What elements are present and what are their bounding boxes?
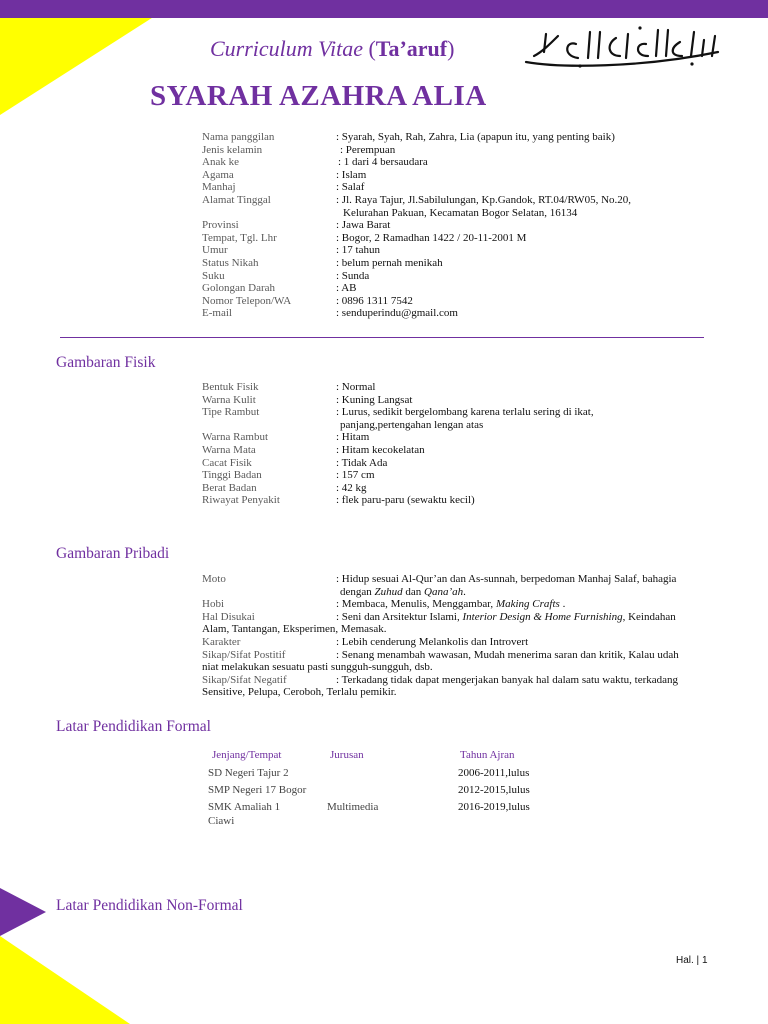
hobi-line: Hobi : Membaca, Menulis, Menggambar, Making Crafts . xyxy=(202,598,566,611)
sifat-negatif-line-2: Sensitive, Pelupa, Ceroboh, Terlalu pemikir. xyxy=(202,686,397,699)
hal-disukai-line-2: Alam, Tantangan, Eksperimen, Memasak. xyxy=(202,623,387,636)
karakter-line: Karakter : Lebih cenderung Melankolis dan Introvert xyxy=(202,635,529,648)
edu-place: SMK Amaliah 1 xyxy=(208,801,281,813)
hal-disukai-line: Hal Disukai : Seni dan Arsitektur Islami, Interior Design & Home Furnishing, Keindahan xyxy=(202,610,676,623)
edu-year: 2006-2011,lulus xyxy=(458,767,530,779)
section-heading-pribadi: Gambaran Pribadi xyxy=(56,545,170,562)
sifat-positif-line: Sikap/Sifat Postitif : Senang menambah wawasan, Mudah menerima saran dan kritik, Kalau udah xyxy=(202,648,679,661)
page-number: Hal. | 1 xyxy=(676,955,708,966)
moto-line-2: dengan Zuhud dan Qana’ah. xyxy=(340,585,466,598)
yellow-bottom-triangle xyxy=(0,936,130,1024)
section-heading-nonformal: Latar Pendidikan Non-Formal xyxy=(56,897,243,914)
col-header-major: Jurusan xyxy=(330,749,364,761)
section-divider xyxy=(60,337,704,338)
cv-title: Curriculum Vitae (Ta’aruf) xyxy=(210,36,455,61)
edu-place: SD Negeri Tajur 2 xyxy=(208,767,289,779)
col-header-year: Tahun Ajran xyxy=(460,749,515,761)
edu-place-line-2: Ciawi xyxy=(208,815,235,827)
sifat-negatif-line: Sikap/Sifat Negatif : Terkadang tidak dapat mengerjakan banyak hal dalam satu waktu, terkadang xyxy=(202,673,679,686)
purple-side-triangle xyxy=(0,888,46,936)
edu-place: SMP Negeri 17 Bogor xyxy=(208,784,307,796)
section-heading-fisik: Gambaran Fisik xyxy=(56,354,156,371)
basmalah-calligraphy-icon xyxy=(520,22,725,72)
col-header-place: Jenjang/Tempat xyxy=(212,749,282,761)
edu-major: Multimedia xyxy=(327,801,379,813)
moto-line: Moto : Hidup sesuai Al-Qur’an dan As-sunnah, berpedoman Manhaj Salaf, bahagia xyxy=(202,573,677,585)
candidate-name: SYARAH AZAHRA ALIA xyxy=(150,80,487,112)
top-purple-bar xyxy=(0,0,768,18)
edu-year: 2012-2015,lulus xyxy=(458,784,530,796)
sifat-positif-line-2: niat melakukan sesuatu pasti sungguh-sungguh, dsb. xyxy=(202,661,433,674)
section-heading-formal: Latar Pendidikan Formal xyxy=(56,718,211,735)
edu-year: 2016-2019,lulus xyxy=(458,801,530,813)
personality-info xyxy=(202,573,702,699)
